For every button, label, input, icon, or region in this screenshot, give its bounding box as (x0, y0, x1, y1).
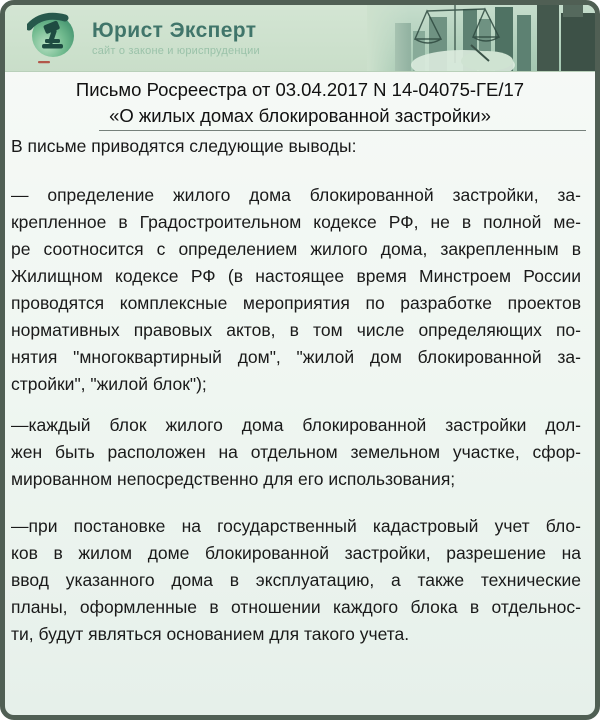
text-line: — определение жилого дома блокированной застройки, за- (11, 185, 581, 205)
justice-scales-cityscape-photo (367, 5, 595, 71)
text-line: планы, оформленные в отношении каждого блока в отдельнос- (11, 597, 581, 617)
document-title-line1: Письмо Росреестра от 03.04.2017 N 14-04075-ГЕ/17 (75, 79, 525, 100)
intro-text: В письме приводятся следующие выводы: (11, 136, 357, 156)
text-line: нормативных правовых актов, в том числе определяющих по- (11, 320, 581, 340)
conclusion-paragraph-3 (5, 513, 595, 648)
title-underline (99, 130, 586, 131)
text-line: ков в жилом доме блокированной застройки, разрешение на (11, 543, 581, 563)
document-title (5, 77, 595, 131)
text-line: крепленное в Градостроительном кодексе РФ, не в полной ме- (11, 212, 581, 232)
document-title-line2: «О жилых домах блокированной застройки» (109, 105, 491, 126)
document-body (5, 77, 595, 648)
text-line: Жилищном кодексе РФ (в настоящее время Минстроем России (11, 266, 581, 286)
site-tagline: сайт о законе и юриспруденции (92, 44, 260, 57)
text-line: нятия "многоквартирный дом", "жилой дом блокированной за- (11, 347, 581, 367)
text-line: ввод указанного дома в эксплуатацию, а также технические (11, 570, 581, 590)
site-title: Юрист Эксперт (92, 18, 257, 42)
text-line: —каждый блок жилого дома блокированной застройки дол- (11, 415, 581, 435)
conclusion-paragraph-1 (5, 182, 595, 398)
site-header (5, 5, 595, 72)
conclusion-paragraph-2 (5, 412, 595, 493)
text-line: проводятся комплексные мероприятия по разработке проектов (11, 293, 581, 313)
text-line: мированном непосредственно для его использования; (11, 469, 456, 489)
text-line: жен быть расположен на отдельном земельном участке, сфор- (11, 442, 581, 462)
gavel-judge-logo-icon (27, 11, 79, 65)
text-line: ти, будут являться основанием для такого учета. (11, 624, 410, 644)
text-line: ре соотносится с определением жилого дома, закрепленным в (11, 239, 581, 259)
site-logo (5, 11, 260, 65)
text-line: —при постановке на государственный кадастровый учет бло- (11, 516, 581, 536)
site-logo-text (92, 20, 260, 57)
text-line: стройки", "жилой блок"); (11, 374, 207, 394)
